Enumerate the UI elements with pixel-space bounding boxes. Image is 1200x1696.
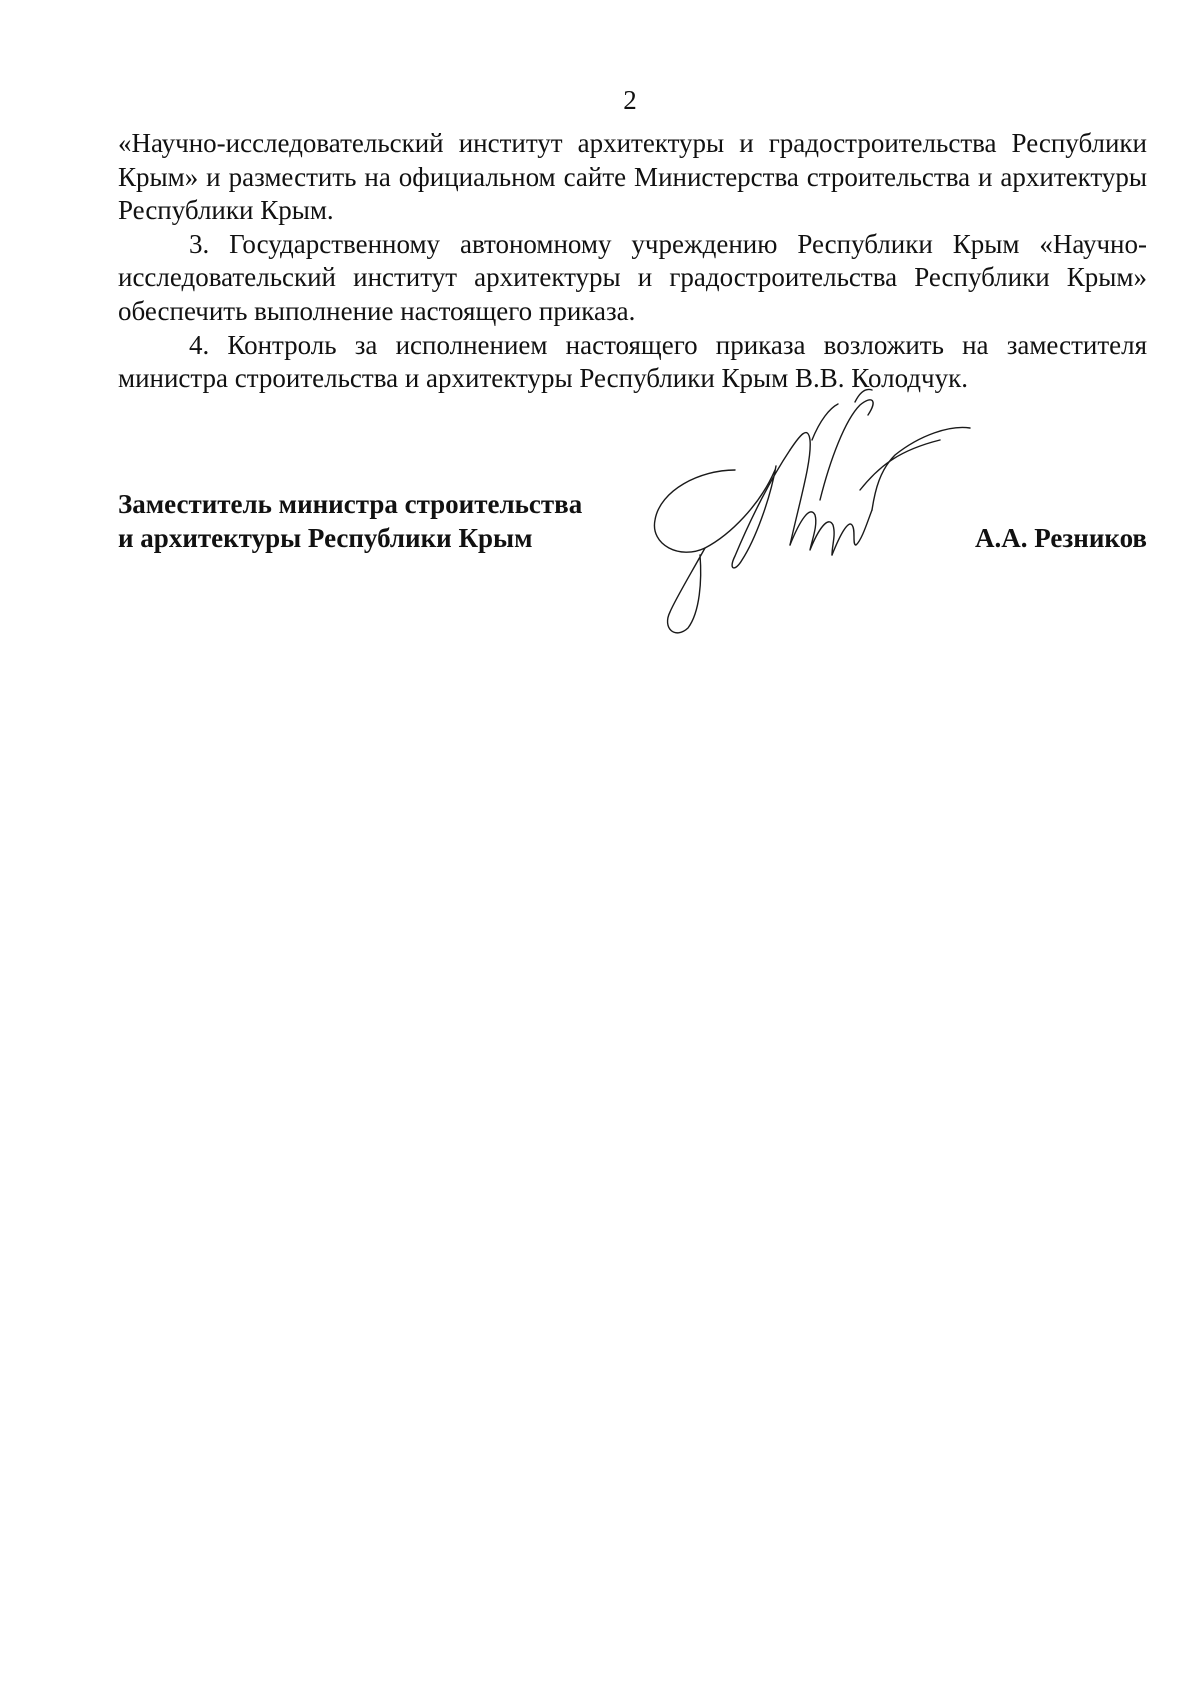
signatory-position-line-2: и архитектуры Республики Крым [118, 523, 533, 553]
paragraph-continuation: «Научно-исследовательский институт архитектуры и градостроительства Республики Крым» и разместить на официальном сайте Министерства строительства и архитектуры Республики Крым. [118, 128, 1147, 226]
paragraph-item-4: 4. Контроль за исполнением настоящего приказа возложить на заместителя министра строительства и архитектуры Республики Крым В.В. Колодчук. [118, 329, 1147, 394]
signatory-name: А.А. Резников [975, 523, 1147, 553]
signature-block [118, 487, 1147, 647]
signatory-position-line-1: Заместитель министра строительства [118, 489, 583, 519]
page-number: 2 [623, 85, 637, 115]
signatory-position [118, 487, 582, 555]
document-body [118, 127, 1147, 396]
paragraph-item-3: 3. Государственному автономному учреждению Республики Крым «Научно-исследовательский институт архитектуры и градостроительства Республики Крым» обеспечить выполнение настоящего приказа. [118, 228, 1147, 326]
